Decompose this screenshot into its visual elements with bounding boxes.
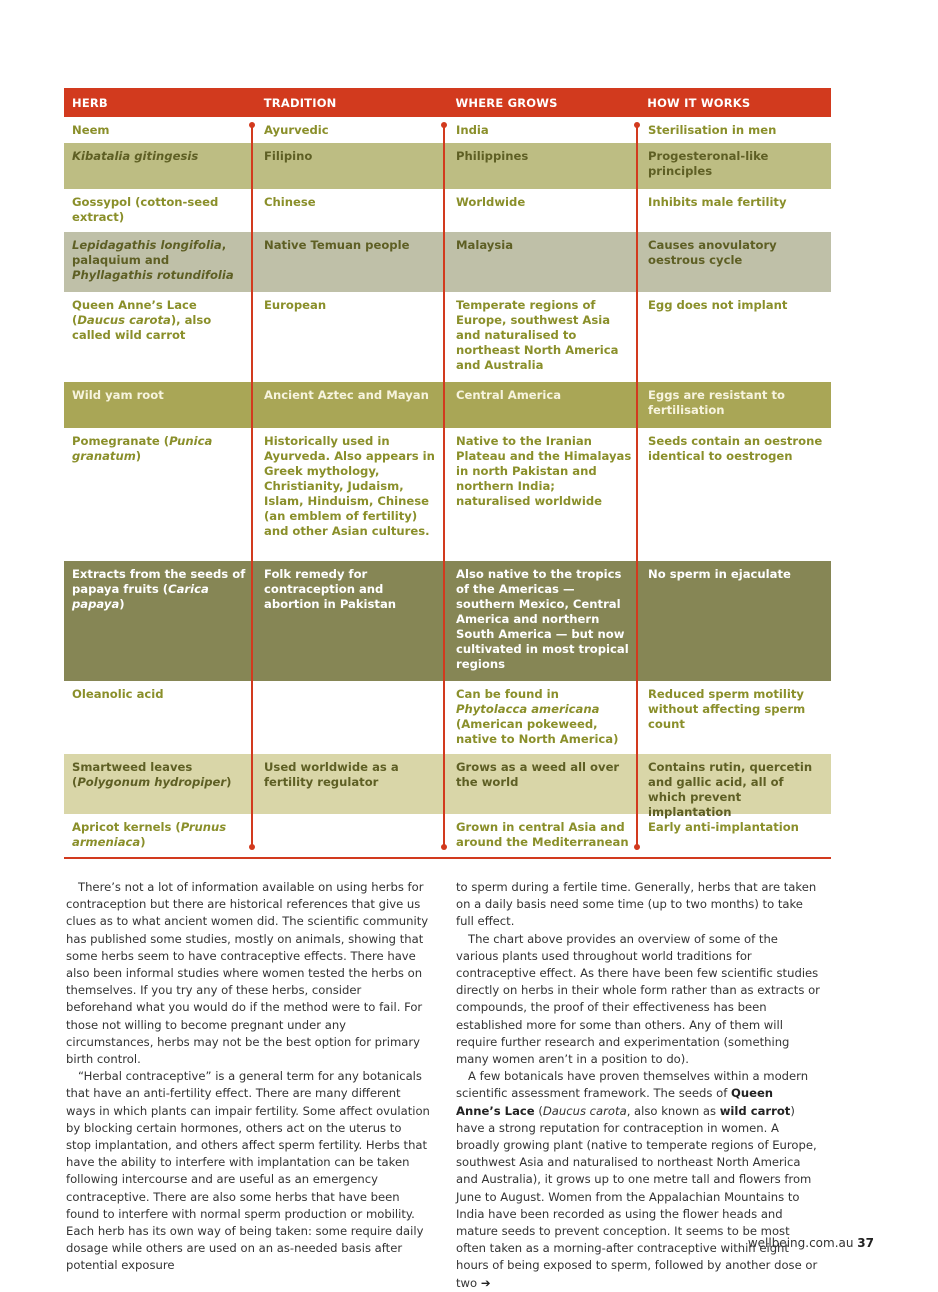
article-column-right [456, 879, 820, 1292]
table-row [64, 681, 831, 754]
tradition-cell: Folk remedy for contraception and abortion in Pakistan [264, 567, 397, 611]
table-bottom-rule [64, 857, 831, 859]
how-cell: Egg does not implant [648, 298, 788, 312]
herb-table [64, 88, 831, 858]
where-cell: Temperate regions of Europe, southwest Asia and naturalised to northeast North America and Australia [456, 298, 619, 372]
table-header [64, 88, 831, 117]
table-row [64, 189, 831, 232]
herb-cell: Oleanolic acid [72, 687, 164, 701]
paragraph: A few botanicals have proven themselves within a modern scientific assessment framework. The seeds of Queen Anne’s Lace (Daucus carota, also known as wild carrot) have a strong reputation for contraception in women. A broadly growing plant (native to temperate regions of Europe, southwest Asia and naturalised to northeast North America and Australia), it grows up to one metre tall and flowers from June to August. Women from the Appalachian Mountains to India have been recorded as using the flower heads and mature seeds to prevent conception. It seems to be most often taken as a morning-after contraceptive within eight hours of being exposed to sperm, followed by another dose or two ➔ [456, 1069, 818, 1290]
divider-dot [249, 844, 255, 850]
header-herb: HERB [72, 95, 108, 110]
where-cell: Central America [456, 388, 562, 402]
tradition-cell: Historically used in Ayurveda. Also appears in Greek mythology, Christianity, Judaism, Islam, Hinduism, Chinese (an emblem of fertility) and other Asian cultures. [264, 434, 435, 538]
herb-cell: Kibatalia gitingesis [72, 149, 199, 163]
where-cell: Philippines [456, 149, 529, 163]
where-cell: Native to the Iranian Plateau and the Himalayas in north Pakistan and northern India; naturalised worldwide [456, 434, 632, 508]
how-cell: Sterilisation in men [648, 123, 777, 137]
herb-cell: Gossypol (cotton-seed extract) [72, 195, 219, 224]
paragraph: to sperm during a fertile time. Generally, herbs that are taken on a daily basis need some time (up to two months) to take full effect. [456, 880, 817, 929]
column-divider [636, 125, 638, 848]
herb-cell: Extracts from the seeds of papaya fruits (Carica papaya) [72, 567, 246, 611]
how-cell: Seeds contain an oestrone identical to oestrogen [648, 434, 823, 463]
tradition-cell: Filipino [264, 149, 313, 163]
table-row [64, 382, 831, 428]
page-number: 37 [857, 1236, 874, 1250]
herb-cell: Smartweed leaves (Polygonum hydropiper) [72, 760, 232, 789]
herb-cell: Apricot kernels (Prunus armeniaca) [72, 820, 227, 849]
paragraph: “Herbal contraceptive” is a general term for any botanicals that have an anti-fertility effect. There are many different ways in which plants can impair fertility. Some affect ovulation by blocking certain hormones, others act on the uterus to stop implantation, and others affect sperm fertility. Herbs that have the ability to interfere with implantation can be taken following intercourse and are useful as an emergency contraceptive. There are also some herbs that have been found to interfere with normal sperm production or mobility. Each herb has its own way of being taken: some require daily dosage while others are used on an as-needed basis after potential exposure [66, 1069, 430, 1273]
divider-dot [249, 122, 255, 128]
table-row [64, 143, 831, 189]
header-tradition: TRADITION [263, 95, 337, 110]
where-cell: Worldwide [456, 195, 526, 209]
how-cell: Eggs are resistant to fertilisation [648, 388, 785, 417]
table-row [64, 428, 831, 561]
table-row [64, 814, 831, 858]
how-cell: Causes anovulatory oestrous cycle [648, 238, 777, 267]
divider-dot [441, 122, 447, 128]
tradition-cell [256, 814, 448, 858]
column-divider [251, 125, 253, 848]
tradition-cell: Chinese [264, 195, 316, 209]
divider-dot [634, 844, 640, 850]
tradition-cell: Used worldwide as a fertility regulator [264, 760, 399, 789]
where-cell: Grown in central Asia and around the Mediterranean [456, 820, 629, 849]
how-cell: Reduced sperm motility without affecting sperm count [648, 687, 806, 731]
header-how-it-works: HOW IT WORKS [647, 95, 751, 110]
how-cell: Progesteronal-like principles [648, 149, 769, 178]
header-where-grows: WHERE GROWS [455, 95, 558, 110]
where-cell: India [456, 123, 489, 137]
where-cell: Also native to the tropics of the Americas — southern Mexico, Central America and northern South America — but now cultivated in most tropical regions [456, 567, 629, 671]
table-row [64, 117, 831, 143]
site-url: wellbeing.com.au [747, 1236, 854, 1250]
tradition-cell: Ayurvedic [264, 123, 329, 137]
how-cell: Inhibits male fertility [648, 195, 787, 209]
article-column-left [66, 879, 430, 1275]
where-cell: Can be found in Phytolacca americana (American pokeweed, native to North America) [456, 687, 619, 746]
herb-cell: Lepidagathis longifolia, palaquium and Phyllagathis rotundifolia [72, 238, 234, 282]
table-row [64, 561, 831, 681]
tradition-cell: European [264, 298, 327, 312]
tradition-cell: Ancient Aztec and Mayan [264, 388, 429, 402]
where-cell: Malaysia [456, 238, 514, 252]
tradition-cell [256, 681, 448, 754]
herb-cell: Pomegranate (Punica granatum) [72, 434, 213, 463]
paragraph: There’s not a lot of information available on using herbs for contraception but there are historical references that give us clues as to what ancient women did. The scientific community has published some studies, mostly on animals, showing that some herbs seem to have contraceptive effects. There have also been informal studies where women tested the herbs on themselves. If you try any of these herbs, consider beforehand what you would do if the method were to fail. For those not willing to become pregnant under any circumstances, herbs may not be the best option for primary birth control. [66, 880, 429, 1067]
how-cell: Contains rutin, quercetin and gallic acid, all of which prevent implantation [648, 760, 813, 819]
divider-dot [441, 844, 447, 850]
table-row [64, 292, 831, 382]
paragraph: The chart above provides an overview of some of the various plants used throughout world traditions for contraceptive effect. As there have been few scientific studies directly on herbs in their whole form rather than as extracts or compounds, the proof of their effectiveness has been established more for some than others. Any of them will require further research and experimentation (something many women aren’t in a position to do). [456, 931, 820, 1067]
page-footer [748, 1236, 874, 1250]
herb-cell: Neem [72, 123, 110, 137]
herb-cell: Wild yam root [72, 388, 164, 402]
herb-cell: Queen Anne’s Lace (Daucus carota), also called wild carrot [72, 298, 212, 342]
table-row [64, 232, 831, 292]
continue-arrow-icon: ➔ [480, 1275, 491, 1290]
table-row [64, 754, 831, 819]
where-cell: Grows as a weed all over the world [456, 760, 620, 789]
divider-dot [634, 122, 640, 128]
column-divider [443, 125, 445, 848]
how-cell: No sperm in ejaculate [648, 567, 791, 581]
tradition-cell: Native Temuan people [264, 238, 410, 252]
how-cell: Early anti-implantation [648, 820, 799, 834]
